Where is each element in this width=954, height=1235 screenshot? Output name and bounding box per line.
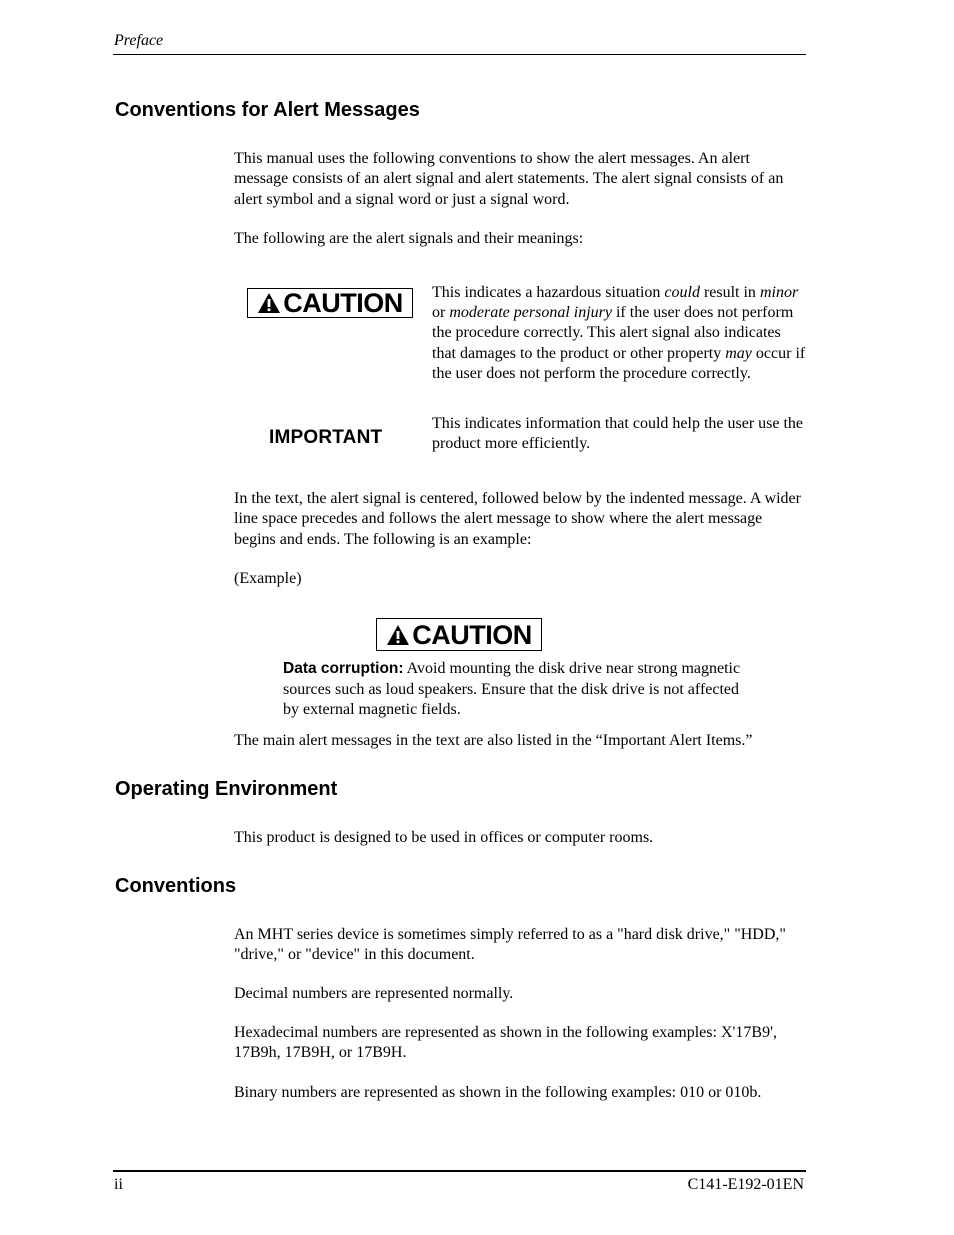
main-listed-paragraph: The main alert messages in the text are also listed in the “Important Alert Items.” bbox=[234, 732, 753, 749]
document-code: C141-E192-01EN bbox=[687, 1176, 804, 1193]
caution-description: This indicates a hazardous situation could result in minor or moderate personal injury if the user does not perform the procedure correctly. This alert signal also indicates that damages to the product or other property may occur if the user does not perform the procedure correctly. bbox=[432, 284, 806, 382]
example-caution-word: CAUTION bbox=[412, 619, 532, 650]
conventions-paragraph-4: Binary numbers are represented as shown in the following examples: 010 or 010b. bbox=[234, 1084, 762, 1101]
heading-alert-conventions: Conventions for Alert Messages bbox=[115, 99, 420, 121]
conventions-paragraph-3: Hexadecimal numbers are represented as shown in the following examples: X'17B9', 17B9h, 17B9H, or 17B9H. bbox=[234, 1024, 777, 1062]
heading-conventions: Conventions bbox=[115, 875, 237, 897]
example-message bbox=[283, 659, 753, 721]
example-text: Avoid mounting the disk drive near strong magnetic sources such as loud speakers. Ensure that the disk drive is not affected by external magnetic fields. bbox=[283, 660, 741, 719]
running-header: Preface bbox=[114, 32, 164, 49]
environment-paragraph: This product is designed to be used in offices or computer rooms. bbox=[234, 829, 654, 846]
heading-operating-environment: Operating Environment bbox=[115, 778, 338, 800]
alert-text-explain-paragraph: In the text, the alert signal is centered, followed below by the indented message. A wider line space precedes and follows the alert message to show where the alert message begins and ends. The following is an example: bbox=[234, 490, 801, 548]
conventions-paragraph-1: An MHT series device is sometimes simply referred to as a "hard disk drive," "HDD," "drive," or "device" in this document. bbox=[234, 926, 786, 964]
important-signal: IMPORTANT bbox=[269, 427, 383, 448]
example-label: (Example) bbox=[234, 570, 302, 587]
example-caution-signal bbox=[376, 618, 542, 651]
conventions-paragraph-2: Decimal numbers are represented normally. bbox=[234, 985, 514, 1002]
alert-intro-paragraph: This manual uses the following conventions to show the alert messages. An alert message consists of an alert signal and alert statements. The alert signal consists of an alert symbol and a signal word or just a signal word. bbox=[234, 150, 784, 208]
caution-signal bbox=[247, 288, 413, 318]
page-number: ii bbox=[114, 1176, 123, 1193]
caution-signal-word: CAUTION bbox=[283, 288, 403, 318]
footer-rule bbox=[113, 1170, 806, 1172]
warning-triangle-icon bbox=[257, 292, 281, 314]
header-rule bbox=[113, 54, 806, 55]
example-lead: Data corruption: bbox=[283, 660, 404, 677]
important-description: This indicates information that could help the user use the product more efficiently. bbox=[432, 415, 804, 453]
warning-triangle-icon bbox=[386, 624, 410, 646]
alert-following-paragraph: The following are the alert signals and their meanings: bbox=[234, 230, 584, 247]
